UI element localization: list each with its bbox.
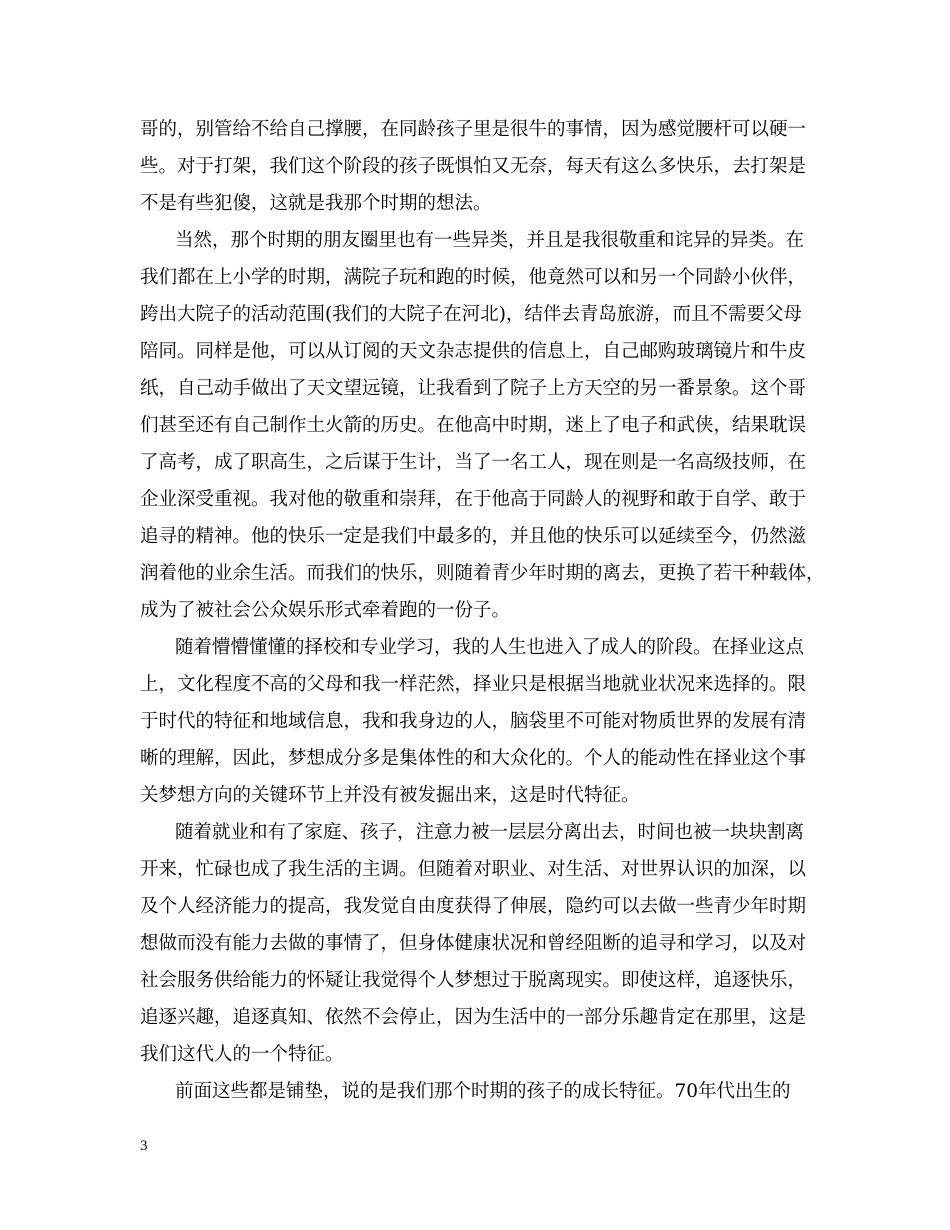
text-line: 追寻的精神。他的快乐一定是我们中最多的，并且他的快乐可以延续至今，仍然滋 (140, 526, 807, 547)
text-line: 晰的理解，因此，梦想成分多是集体性的和大众化的。个人的能动性在择业这个事 (140, 748, 807, 769)
text-line: 社会服务供给能力的怀疑让我觉得个人梦想过于脱离现实。即使这样，追逐快乐， (140, 970, 807, 991)
paragraph-start-line: 当然，那个时期的朋友圈里也有一些异类，并且是我很敬重和诧异的异类。在 (175, 230, 805, 251)
text-line: 想做而没有能力去做的事情了，但身体健康状况和曾经阻断的追寻和学习，以及对 (140, 933, 807, 954)
page-number: 3 (140, 1138, 148, 1154)
text-line: 们甚至还有自己制作土火箭的历史。在他高中时期，迷上了电子和武侠，结果耽误 (140, 415, 807, 436)
text-line: 追逐兴趣，追逐真知、依然不会停止，因为生活中的一部分乐趣肯定在那里，这是 (140, 1007, 807, 1028)
text-line: 纸，自己动手做出了天文望远镜，让我看到了院子上方天空的另一番景象。这个哥 (140, 378, 807, 399)
text-line: 些。对于打架，我们这个阶段的孩子既惧怕又无奈，每天有这么多快乐，去打架是 (140, 156, 807, 177)
text-line: 上，文化程度不高的父母和我一样茫然，择业只是根据当地就业状况来选择的。限 (140, 674, 807, 695)
text-line: 哥的，别管给不给自己撑腰，在同龄孩子里是很牛的事情，因为感觉腰杆可以硬一 (140, 119, 807, 140)
text-line: 润着他的业余生活。而我们的快乐，则随着青少年时期的离去，更换了若干种载体， (140, 563, 825, 584)
paragraph-start-line: 随着懵懵懂懂的择校和专业学习，我的人生也进入了成人的阶段。在择业这点 (175, 637, 805, 658)
text-line: 跨出大院子的活动范围(我们的大院子在河北)，结伴去青岛旅游，而且不需要父母 (140, 304, 802, 325)
text-line: 及个人经济能力的提高，我发觉自由度获得了伸展，隐约可以去做一些青少年时期 (140, 896, 807, 917)
text-line: 成为了被社会公众娱乐形式牵着跑的一份子。 (140, 600, 511, 621)
text-line: 不是有些犯傻，这就是我那个时期的想法。 (140, 193, 492, 214)
text-line: 陪同。同样是他，可以从订阅的天文杂志提供的信息上，自己邮购玻璃镜片和牛皮 (140, 341, 807, 362)
text-line: 关梦想方向的关键环节上并没有被发掘出来，这是时代特征。 (140, 785, 640, 806)
text-line: 开来，忙碌也成了我生活的主调。但随着对职业、对生活、对世界认识的加深，以 (140, 859, 807, 880)
text-line: 了高考，成了职高生，之后谋于生计，当了一名工人，现在则是一名高级技师，在 (140, 452, 807, 473)
text-line: 我们这代人的一个特征。 (140, 1044, 344, 1065)
text-line: 于时代的特征和地域信息，我和我身边的人，脑袋里不可能对物质世界的发展有清 (140, 711, 807, 732)
text-line: 我们都在上小学的时期，满院子玩和跑的时候，他竟然可以和另一个同龄小伙伴， (140, 267, 807, 288)
text-line: 企业深受重视。我对他的敬重和崇拜，在于他高于同龄人的视野和敢于自学、敢于 (140, 489, 807, 510)
paragraph-start-line: 随着就业和有了家庭、孩子，注意力被一层层分离出去，时间也被一块块割离 (175, 822, 805, 843)
paragraph-start-line: 前面这些都是铺垫，说的是我们那个时期的孩子的成长特征。70年代出生的 (175, 1081, 791, 1102)
